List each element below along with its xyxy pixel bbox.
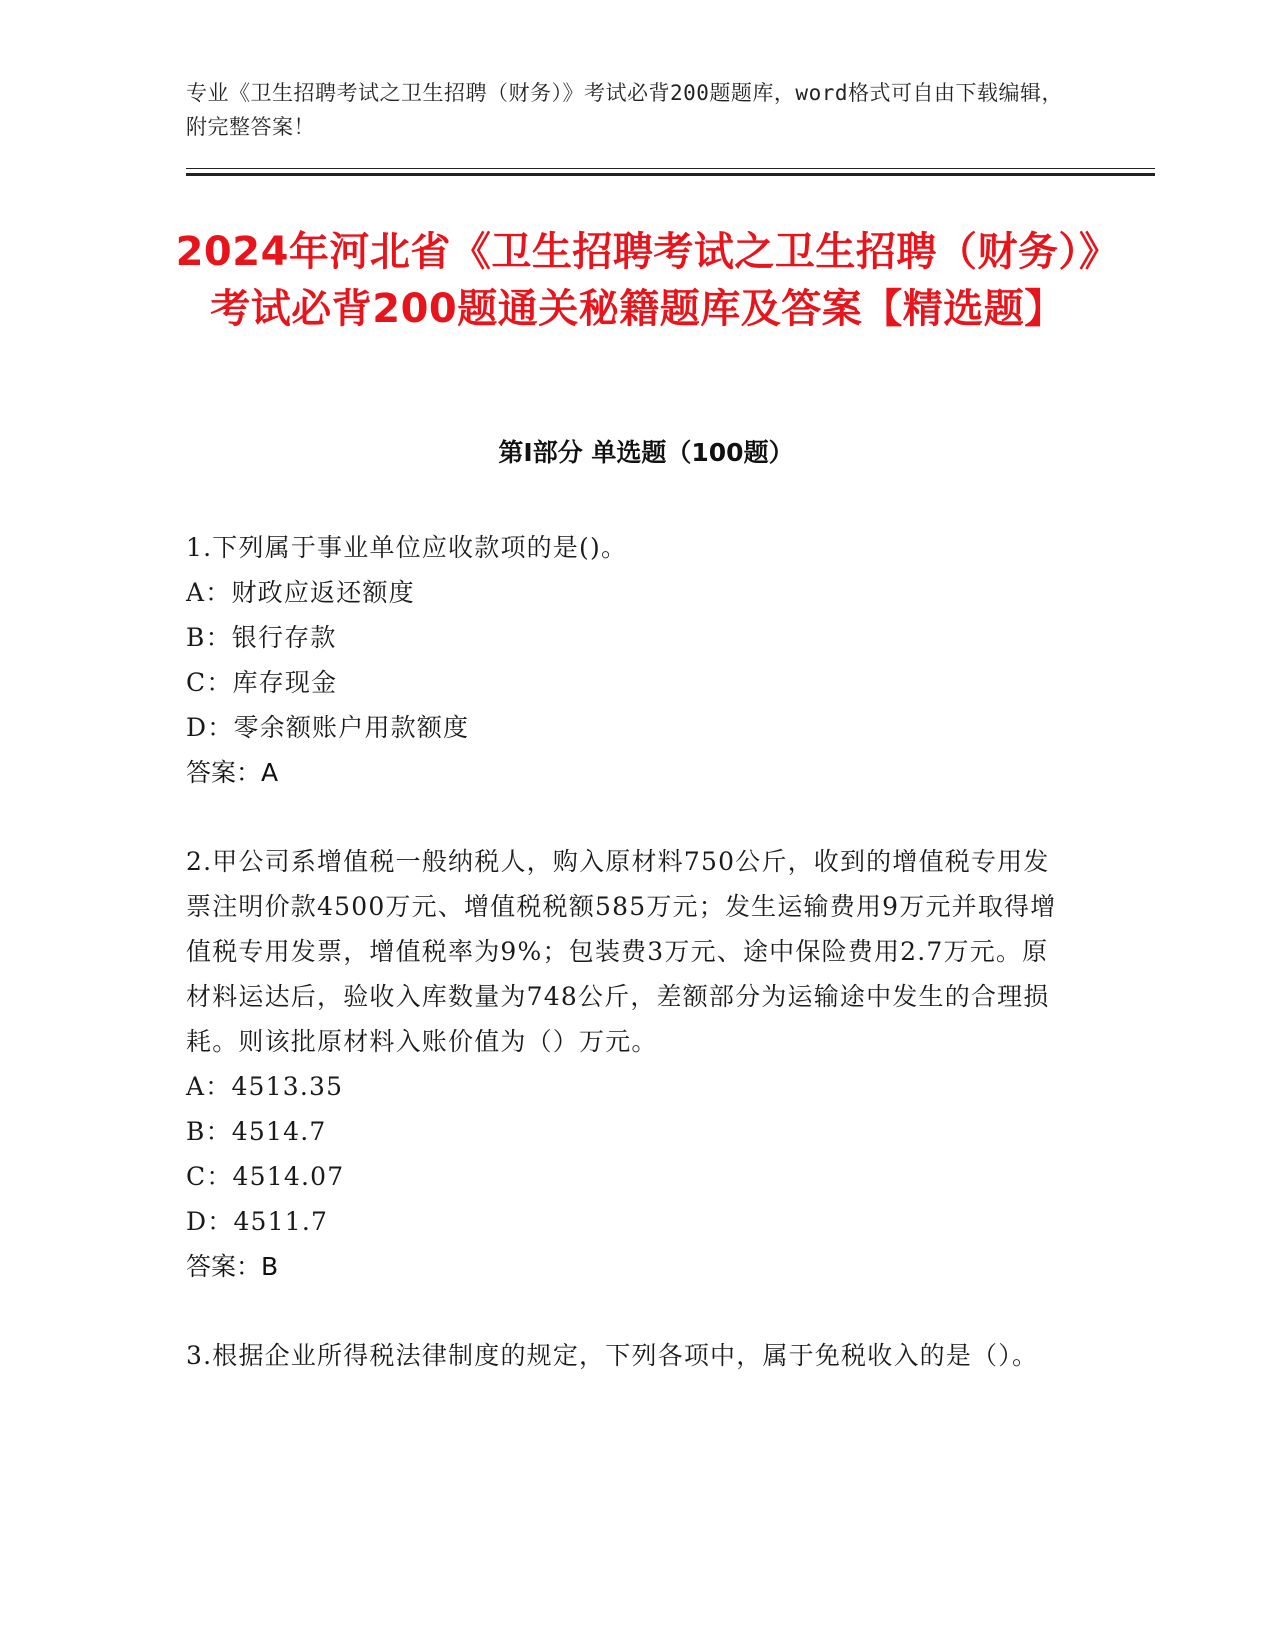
option-d: D：4511.7	[186, 1207, 329, 1236]
option-d: D：零余额账户用款额度	[186, 713, 470, 742]
option-a: A：财政应返还额度	[186, 578, 415, 607]
header-divider-thick	[186, 173, 1155, 176]
question-stem: 2.甲公司系增值税一般纳税人，购入原材料750公斤，收到的增值税专用发票注明价款4500万元、增值税税额585万元；发生运输费用9万元并取得增值税专用发票，增值税率为9%；包装费3万元、途中保险费用2.7万元。原材料运达后，验收入库数量为748公斤，差额部分为运输途中发生的合理损耗。则该批原材料入账价值为（）万元。	[186, 847, 1057, 1056]
header-note: 专业《卫生招聘考试之卫生招聘（财务）》考试必背200题题库，word格式可自由下载编辑，附完整答案！	[186, 81, 1063, 139]
answer-line: 答案：B	[186, 1252, 279, 1281]
question-2	[186, 839, 1066, 1289]
question-3	[186, 1333, 1066, 1378]
question-1	[186, 525, 1066, 795]
document-title: 2024年河北省《卫生招聘考试之卫生招聘（财务）》考试必背200题通关秘籍题库及答案【精选题】	[175, 229, 1100, 332]
option-c: C：4514.07	[186, 1162, 345, 1191]
question-list	[186, 525, 1066, 1422]
answer-line: 答案：A	[186, 758, 279, 787]
option-b: B：4514.7	[186, 1117, 327, 1146]
header-divider-thin	[186, 168, 1155, 169]
option-a: A：4513.35	[186, 1072, 344, 1101]
option-b: B：银行存款	[186, 623, 337, 652]
option-c: C：库存现金	[186, 668, 338, 697]
question-stem: 3.根据企业所得税法律制度的规定，下列各项中，属于免税收入的是（）。	[186, 1341, 1039, 1370]
question-stem: 1.下列属于事业单位应收款项的是()。	[186, 533, 628, 562]
section-title: 第I部分 单选题（100题）	[498, 438, 794, 467]
